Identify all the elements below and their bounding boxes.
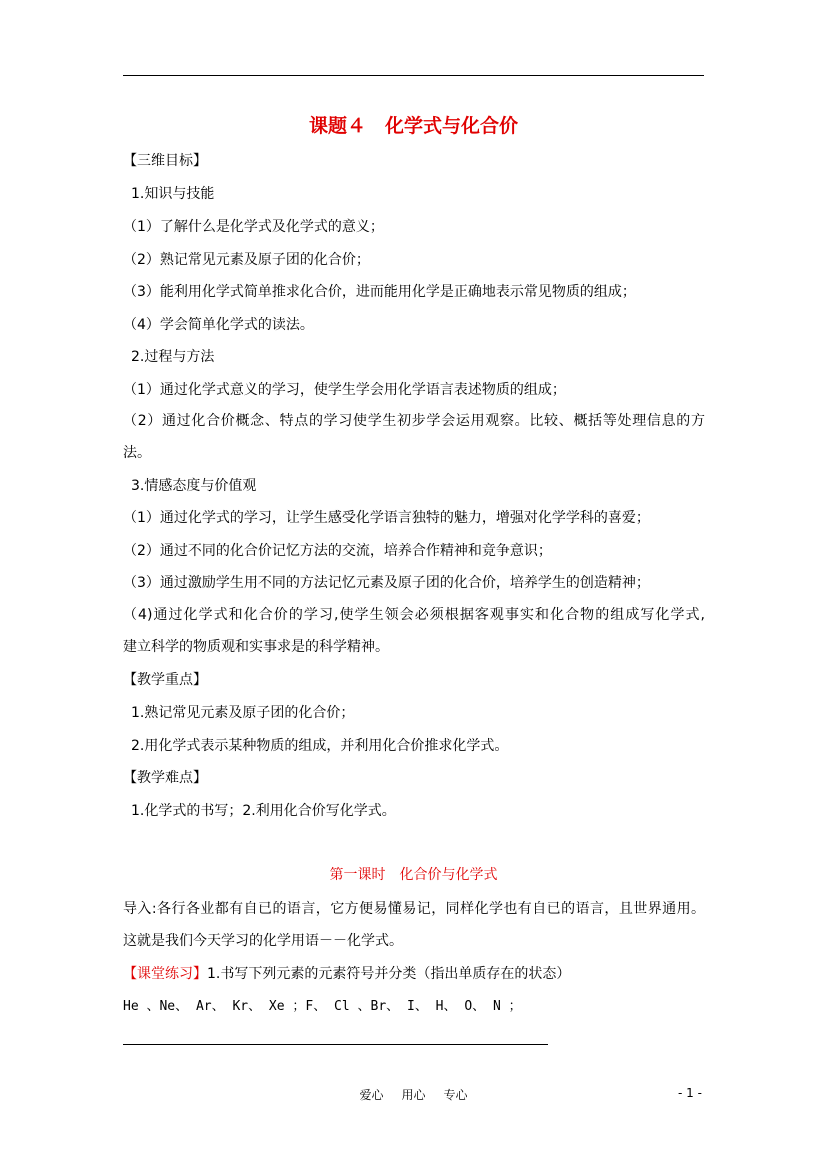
section-2-item: （2）通过化合价概念、特点的学习使学生初步学会运用观察。比较、概括等处理信息的方 <box>123 413 705 429</box>
section-3-item: （3）通过激励学生用不同的方法记忆元素及原子团的化合价，培养学生的创造精神； <box>123 575 650 591</box>
section-3-item: （1）通过化学式的学习，让学生感受化学语言独特的魅力，增强对化学学科的喜爱； <box>123 510 650 526</box>
document-title: 课题４ 化学式与化合价 <box>308 115 518 137</box>
section-3-heading: 3.情感态度与价值观 <box>131 478 257 494</box>
footer-motto-word: 用心 <box>401 1088 426 1102</box>
difficult-points-heading: 【教学难点】 <box>123 770 207 786</box>
intro-text: 这就是我们今天学习的化学用语－－化学式。 <box>123 933 403 949</box>
practice-label: 【课堂练习】 <box>123 966 207 982</box>
key-point-item: 2.用化学式表示某种物质的组成，并利用化合价推求化学式。 <box>131 738 509 754</box>
section-1-heading: 1.知识与技能 <box>131 186 215 202</box>
section-3-item: （2）通过不同的化合价记忆方法的交流，培养合作精神和竞争意识； <box>123 543 552 559</box>
intro-text: 导入:各行各业都有自已的语言，它方便易懂易记，同样化学也有自已的语言，且世界通用。 <box>123 901 705 917</box>
footer-rule <box>123 1044 548 1045</box>
key-points-heading: 【教学重点】 <box>123 672 207 688</box>
page-number: - 1 - <box>678 1086 702 1100</box>
section-1-item: （4）学会简单化学式的读法。 <box>123 317 314 333</box>
section-3-item: （4)通过化学式和化合价的学习,使学生领会必须根据客观事实和化合物的组成写化学式, <box>123 607 705 623</box>
key-point-item: 1.熟记常见元素及原子团的化合价； <box>131 705 355 721</box>
section-1-item: （2）熟记常见元素及原子团的化合价； <box>123 252 370 268</box>
footer-motto-word: 专心 <box>443 1088 468 1102</box>
section-3-item: 建立科学的物质观和实事求是的科学精神。 <box>123 639 389 655</box>
section-2-heading: 2.过程与方法 <box>131 349 215 365</box>
difficult-point-item: 1.化学式的书写；2.利用化合价写化学式。 <box>131 803 396 819</box>
footer-motto <box>0 1086 827 1103</box>
section-1-item: （3）能利用化学式简单推求化合价，进而能用化学是正确地表示常见物质的组成； <box>123 284 636 300</box>
footer-motto-word: 爱心 <box>359 1088 384 1102</box>
goals-heading: 【三维目标】 <box>123 153 207 169</box>
header-rule <box>123 75 704 76</box>
section-2-item: 法。 <box>123 445 151 461</box>
practice-text: 1.书写下列元素的元素符号并分类（指出单质存在的状态） <box>207 966 571 982</box>
section-1-item: （1）了解什么是化学式及化学式的意义； <box>123 219 384 235</box>
elements-line: He 、Ne、 Ar、 Kr、 Xe ；F、 Cl 、Br、 I、 H、 O、 N ； <box>123 999 522 1014</box>
lesson-subtitle: 第一课时 化合价与化学式 <box>329 867 498 883</box>
practice-line <box>123 964 570 984</box>
section-2-item: （1）通过化学式意义的学习，使学生学会用化学语言表述物质的组成； <box>123 382 566 398</box>
